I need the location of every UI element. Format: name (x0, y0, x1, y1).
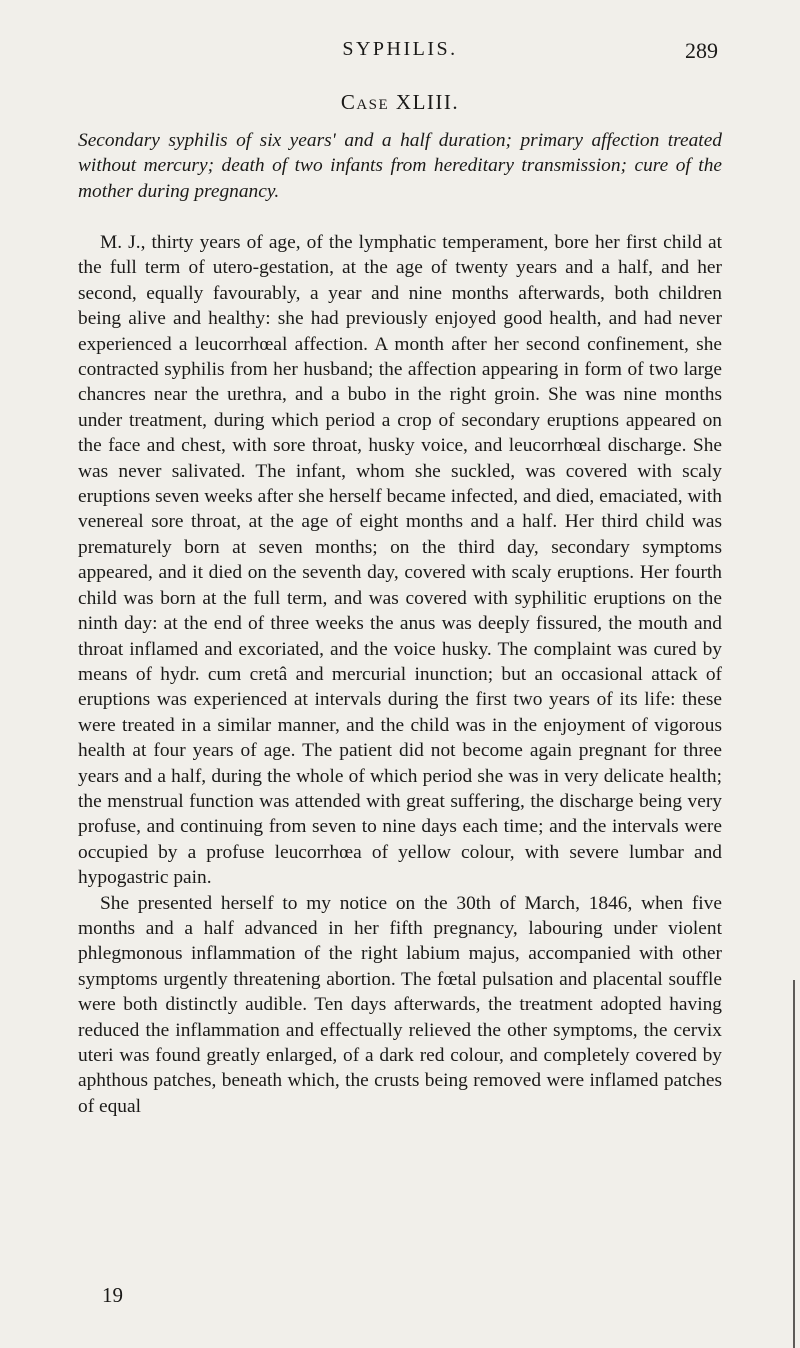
running-title: SYPHILIS. (342, 38, 458, 60)
signature-mark: 19 (102, 1283, 123, 1307)
page-edge-line (793, 980, 795, 1348)
paragraph: She presented herself to my notice on the 30th of March, 1846, when five months and a half advanced in her fifth pregnancy, labouring under violent phlegmonous inflammation of the right labium majus, accompanied with other symptoms urgently threatening abortion. The fœtal pulsation and placental souffle were both distinctly audible. Ten days afterwards, the treatment adopted having reduced the inflammation and effectually relieved the other symptoms, the cervix uteri was found greatly enlarged, of a dark red colour, and completely covered by aphthous patches, beneath which, the crusts being removed were inflamed patches of equal (78, 892, 722, 1117)
case-body (78, 230, 722, 1119)
case-summary: Secondary syphilis of six years' and a half duration; primary affection treated without mercury; death of two infants from hereditary transmission; cure of the mother during pregnancy. (78, 130, 722, 202)
running-header (0, 38, 800, 68)
page-number: 289 (685, 38, 718, 63)
case-heading: Case XLIII. (340, 90, 460, 114)
paragraph: M. J., thirty years of age, of the lymphatic temperament, bore her first child at the full term of utero-gestation, at the age of twenty years and a half, and her second, equally favourably, a year and nine months afterwards, both children being alive and healthy: she had previously enjoyed good health, and had never experienced a leucorrhœal affection. A month after her second confinement, she contracted syphilis from her husband; the affection appearing in form of two large chancres near the urethra, and a bubo in the right groin. She was nine months under treatment, during which period a crop of secondary eruptions appeared on the face and chest, with sore throat, husky voice, and leucorrhœal discharge. She was never salivated. The infant, whom she suckled, was covered with scaly eruptions seven weeks after she herself became infected, and died, emaciated, with venereal sore throat, at the age of eight months and a half. Her third child was prematurely born at seven months; on the third day, secondary symptoms appeared, and it died on the seventh day, covered with scaly eruptions. Her fourth child was born at the full term, and was covered with syphilitic eruptions on the ninth day: at the end of three weeks the anus was deeply fissured, the mouth and throat inflamed and excoriated, and the voice husky. The complaint was cured by means of hydr. cum cretâ and mercurial inunction; but an occasional attack of eruptions was experienced at intervals during the first two years of its life: these were treated in a similar manner, and the child was in the enjoyment of vigorous health at four years of age. The patient did not become again pregnant for three years and a half, during the whole of which period she was in very delicate health; the menstrual function was attended with great suffering, the discharge being very profuse, and continuing from seven to nine days each time; and the intervals were occupied by a profuse leucorrhœa of yellow colour, with severe lumbar and hypogastric pain. (78, 232, 722, 889)
